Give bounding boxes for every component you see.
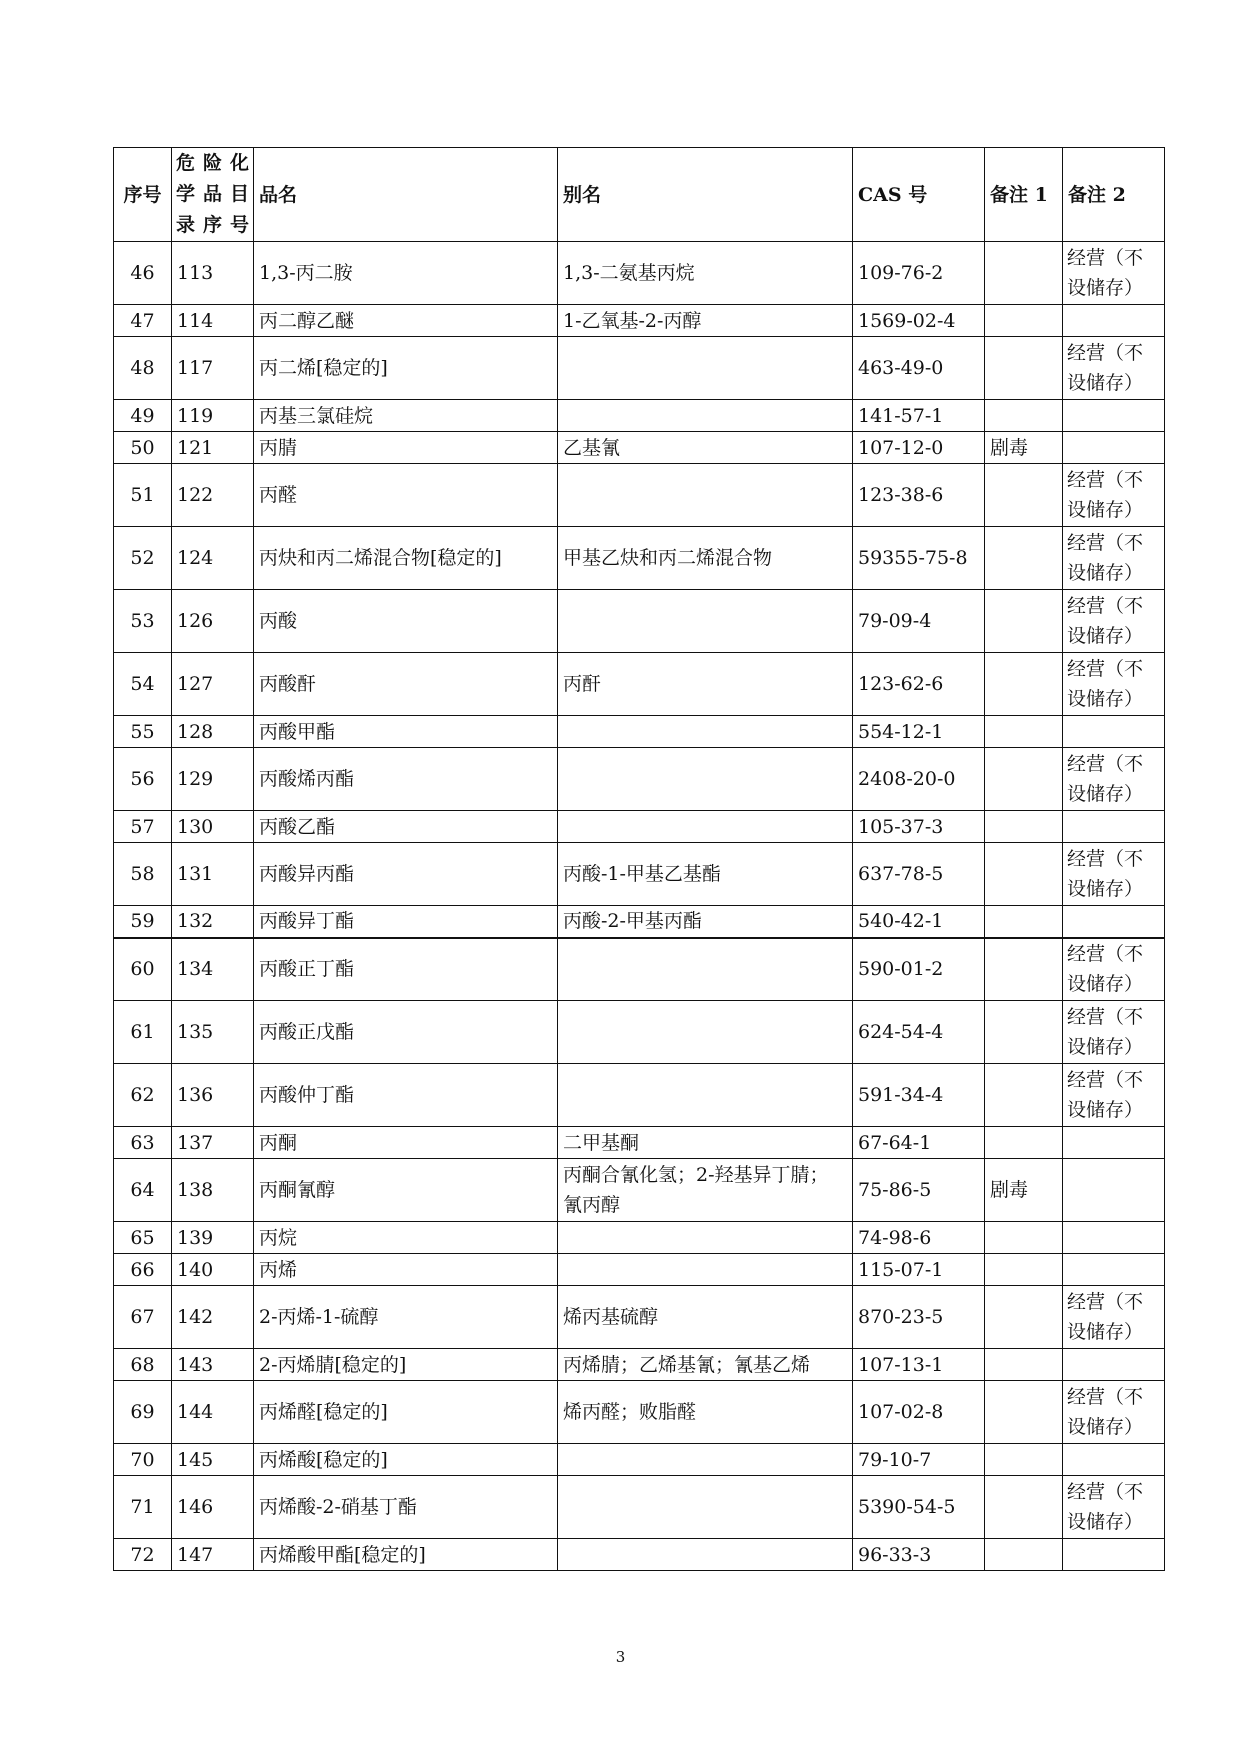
cell-remark-1 xyxy=(985,1127,1063,1159)
cell-remark-2: 经营（不设储存） xyxy=(1063,590,1165,653)
cell-cas-no: 75-86-5 xyxy=(853,1159,985,1222)
cell-remark-2 xyxy=(1063,1159,1165,1222)
cell-remark-1 xyxy=(985,464,1063,527)
cell-catalog-no: 135 xyxy=(172,1001,254,1064)
cell-seq-no: 56 xyxy=(114,748,172,811)
cell-remark-2 xyxy=(1063,1254,1165,1286)
cell-alias: 烯丙基硫醇 xyxy=(558,1286,853,1349)
table-row xyxy=(114,716,1165,748)
cell-remark-2 xyxy=(1063,1444,1165,1476)
cell-remark-1 xyxy=(985,843,1063,906)
cell-product-name: 丙烯酸甲酯[稳定的] xyxy=(254,1539,558,1571)
table-row xyxy=(114,1476,1165,1539)
cell-remark-2 xyxy=(1063,400,1165,432)
cell-cas-no: 59355-75-8 xyxy=(853,527,985,590)
cell-catalog-no: 121 xyxy=(172,432,254,464)
table-row xyxy=(114,1064,1165,1127)
cell-product-name: 丙酸正戊酯 xyxy=(254,1001,558,1064)
cell-remark-2 xyxy=(1063,906,1165,938)
cell-product-name: 丙二烯[稳定的] xyxy=(254,337,558,400)
cell-cas-no: 96-33-3 xyxy=(853,1539,985,1571)
cell-seq-no: 57 xyxy=(114,811,172,843)
cell-seq-no: 70 xyxy=(114,1444,172,1476)
cell-alias: 丙烯腈；乙烯基氰；氰基乙烯 xyxy=(558,1349,853,1381)
cell-product-name: 丙酸正丁酯 xyxy=(254,938,558,1001)
header-row xyxy=(114,148,1165,242)
header-remark-1: 备注 1 xyxy=(985,148,1063,242)
cell-seq-no: 54 xyxy=(114,653,172,716)
cell-seq-no: 61 xyxy=(114,1001,172,1064)
table-row xyxy=(114,906,1165,938)
cell-product-name: 丙酸 xyxy=(254,590,558,653)
table-row xyxy=(114,1539,1165,1571)
cell-seq-no: 55 xyxy=(114,716,172,748)
cell-remark-2: 经营（不设储存） xyxy=(1063,242,1165,305)
hazardous-chemicals-table xyxy=(113,147,1165,1571)
cell-remark-1 xyxy=(985,653,1063,716)
cell-catalog-no: 130 xyxy=(172,811,254,843)
cell-remark-2 xyxy=(1063,432,1165,464)
cell-remark-1 xyxy=(985,1381,1063,1444)
cell-cas-no: 624-54-4 xyxy=(853,1001,985,1064)
cell-cas-no: 870-23-5 xyxy=(853,1286,985,1349)
cell-remark-1 xyxy=(985,716,1063,748)
cell-alias xyxy=(558,938,853,1001)
table-row xyxy=(114,1001,1165,1064)
table-row xyxy=(114,590,1165,653)
cell-catalog-no: 142 xyxy=(172,1286,254,1349)
table-row xyxy=(114,1254,1165,1286)
cell-seq-no: 59 xyxy=(114,906,172,938)
cell-alias xyxy=(558,590,853,653)
cell-catalog-no: 132 xyxy=(172,906,254,938)
cell-catalog-no: 128 xyxy=(172,716,254,748)
cell-product-name: 1,3-丙二胺 xyxy=(254,242,558,305)
cell-cas-no: 109-76-2 xyxy=(853,242,985,305)
cell-remark-1: 剧毒 xyxy=(985,1159,1063,1222)
cell-product-name: 丙烯 xyxy=(254,1254,558,1286)
cell-remark-1 xyxy=(985,906,1063,938)
cell-cas-no: 115-07-1 xyxy=(853,1254,985,1286)
cell-remark-2: 经营（不设储存） xyxy=(1063,748,1165,811)
cell-seq-no: 72 xyxy=(114,1539,172,1571)
cell-catalog-no: 136 xyxy=(172,1064,254,1127)
cell-remark-2: 经营（不设储存） xyxy=(1063,938,1165,1001)
page-number: 3 xyxy=(615,1648,626,1666)
cell-alias xyxy=(558,1476,853,1539)
cell-catalog-no: 113 xyxy=(172,242,254,305)
cell-catalog-no: 143 xyxy=(172,1349,254,1381)
cell-remark-2: 经营（不设储存） xyxy=(1063,1286,1165,1349)
cell-product-name: 丙腈 xyxy=(254,432,558,464)
table-row xyxy=(114,1159,1165,1222)
cell-alias xyxy=(558,1539,853,1571)
cell-alias xyxy=(558,400,853,432)
header-remark-2: 备注 2 xyxy=(1063,148,1165,242)
table-row xyxy=(114,305,1165,337)
cell-catalog-no: 119 xyxy=(172,400,254,432)
table-row xyxy=(114,748,1165,811)
table-row xyxy=(114,1381,1165,1444)
cell-remark-1 xyxy=(985,527,1063,590)
cell-cas-no: 5390-54-5 xyxy=(853,1476,985,1539)
cell-product-name: 丙烯酸-2-硝基丁酯 xyxy=(254,1476,558,1539)
cell-catalog-no: 129 xyxy=(172,748,254,811)
cell-seq-no: 49 xyxy=(114,400,172,432)
cell-cas-no: 79-10-7 xyxy=(853,1444,985,1476)
table-row xyxy=(114,811,1165,843)
hazardous-chemicals-table-container xyxy=(113,147,1164,1571)
cell-cas-no: 107-13-1 xyxy=(853,1349,985,1381)
cell-remark-2: 经营（不设储存） xyxy=(1063,1001,1165,1064)
cell-catalog-no: 138 xyxy=(172,1159,254,1222)
cell-seq-no: 50 xyxy=(114,432,172,464)
cell-seq-no: 47 xyxy=(114,305,172,337)
cell-cas-no: 123-62-6 xyxy=(853,653,985,716)
cell-remark-2: 经营（不设储存） xyxy=(1063,527,1165,590)
cell-product-name: 丙基三氯硅烷 xyxy=(254,400,558,432)
cell-product-name: 丙酸酐 xyxy=(254,653,558,716)
cell-remark-2: 经营（不设储存） xyxy=(1063,464,1165,527)
cell-seq-no: 64 xyxy=(114,1159,172,1222)
cell-catalog-no: 137 xyxy=(172,1127,254,1159)
cell-seq-no: 60 xyxy=(114,938,172,1001)
cell-alias xyxy=(558,748,853,811)
cell-remark-1 xyxy=(985,1444,1063,1476)
header-catalog-no: 危险化学品目录序号 xyxy=(172,148,254,242)
cell-product-name: 丙酸烯丙酯 xyxy=(254,748,558,811)
cell-product-name: 丙酮 xyxy=(254,1127,558,1159)
cell-catalog-no: 127 xyxy=(172,653,254,716)
cell-product-name: 丙酸乙酯 xyxy=(254,811,558,843)
cell-seq-no: 67 xyxy=(114,1286,172,1349)
cell-alias: 甲基乙炔和丙二烯混合物 xyxy=(558,527,853,590)
cell-remark-2: 经营（不设储存） xyxy=(1063,1381,1165,1444)
cell-product-name: 丙酸甲酯 xyxy=(254,716,558,748)
cell-remark-2: 经营（不设储存） xyxy=(1063,1064,1165,1127)
header-cas-no: CAS 号 xyxy=(853,148,985,242)
cell-remark-2 xyxy=(1063,305,1165,337)
cell-cas-no: 105-37-3 xyxy=(853,811,985,843)
cell-seq-no: 51 xyxy=(114,464,172,527)
cell-remark-1 xyxy=(985,938,1063,1001)
cell-remark-2: 经营（不设储存） xyxy=(1063,843,1165,906)
cell-remark-2: 经营（不设储存） xyxy=(1063,337,1165,400)
cell-remark-2 xyxy=(1063,1539,1165,1571)
cell-seq-no: 63 xyxy=(114,1127,172,1159)
cell-remark-2 xyxy=(1063,1222,1165,1254)
cell-alias: 1-乙氧基-2-丙醇 xyxy=(558,305,853,337)
table-row xyxy=(114,242,1165,305)
cell-product-name: 丙烷 xyxy=(254,1222,558,1254)
cell-cas-no: 67-64-1 xyxy=(853,1127,985,1159)
cell-catalog-no: 146 xyxy=(172,1476,254,1539)
table-row xyxy=(114,400,1165,432)
cell-catalog-no: 147 xyxy=(172,1539,254,1571)
table-row xyxy=(114,337,1165,400)
cell-remark-1 xyxy=(985,748,1063,811)
cell-alias: 乙基氰 xyxy=(558,432,853,464)
cell-seq-no: 65 xyxy=(114,1222,172,1254)
cell-product-name: 丙炔和丙二烯混合物[稳定的] xyxy=(254,527,558,590)
cell-seq-no: 71 xyxy=(114,1476,172,1539)
cell-product-name: 丙二醇乙醚 xyxy=(254,305,558,337)
table-row xyxy=(114,527,1165,590)
cell-alias xyxy=(558,811,853,843)
cell-remark-2 xyxy=(1063,716,1165,748)
cell-seq-no: 53 xyxy=(114,590,172,653)
cell-alias: 丙酐 xyxy=(558,653,853,716)
cell-remark-1: 剧毒 xyxy=(985,432,1063,464)
cell-alias xyxy=(558,337,853,400)
cell-remark-1 xyxy=(985,400,1063,432)
cell-alias: 1,3-二氨基丙烷 xyxy=(558,242,853,305)
cell-remark-1 xyxy=(985,1539,1063,1571)
table-row xyxy=(114,1444,1165,1476)
cell-alias xyxy=(558,464,853,527)
cell-alias xyxy=(558,716,853,748)
cell-catalog-no: 134 xyxy=(172,938,254,1001)
cell-product-name: 丙酸异丙酯 xyxy=(254,843,558,906)
cell-alias: 丙酸-2-甲基丙酯 xyxy=(558,906,853,938)
header-seq-no: 序号 xyxy=(114,148,172,242)
cell-product-name: 2-丙烯腈[稳定的] xyxy=(254,1349,558,1381)
cell-remark-2: 经营（不设储存） xyxy=(1063,1476,1165,1539)
cell-cas-no: 79-09-4 xyxy=(853,590,985,653)
cell-cas-no: 107-12-0 xyxy=(853,432,985,464)
cell-catalog-no: 114 xyxy=(172,305,254,337)
cell-remark-1 xyxy=(985,811,1063,843)
cell-alias xyxy=(558,1064,853,1127)
cell-catalog-no: 131 xyxy=(172,843,254,906)
cell-seq-no: 69 xyxy=(114,1381,172,1444)
table-row xyxy=(114,653,1165,716)
cell-cas-no: 2408-20-0 xyxy=(853,748,985,811)
cell-remark-1 xyxy=(985,337,1063,400)
table-row xyxy=(114,464,1165,527)
cell-alias xyxy=(558,1254,853,1286)
table-row xyxy=(114,1127,1165,1159)
cell-remark-1 xyxy=(985,1476,1063,1539)
header-alias: 别名 xyxy=(558,148,853,242)
cell-seq-no: 68 xyxy=(114,1349,172,1381)
cell-alias: 二甲基酮 xyxy=(558,1127,853,1159)
cell-remark-2: 经营（不设储存） xyxy=(1063,653,1165,716)
cell-alias: 丙酮合氰化氢；2-羟基异丁腈；氰丙醇 xyxy=(558,1159,853,1222)
cell-remark-1 xyxy=(985,1349,1063,1381)
cell-seq-no: 58 xyxy=(114,843,172,906)
cell-product-name: 丙酸异丁酯 xyxy=(254,906,558,938)
table-row xyxy=(114,843,1165,906)
cell-product-name: 丙酮氰醇 xyxy=(254,1159,558,1222)
cell-alias xyxy=(558,1444,853,1476)
cell-cas-no: 463-49-0 xyxy=(853,337,985,400)
cell-catalog-no: 145 xyxy=(172,1444,254,1476)
table-row xyxy=(114,432,1165,464)
cell-catalog-no: 140 xyxy=(172,1254,254,1286)
cell-seq-no: 48 xyxy=(114,337,172,400)
cell-cas-no: 123-38-6 xyxy=(853,464,985,527)
cell-seq-no: 62 xyxy=(114,1064,172,1127)
cell-catalog-no: 124 xyxy=(172,527,254,590)
cell-cas-no: 554-12-1 xyxy=(853,716,985,748)
cell-seq-no: 66 xyxy=(114,1254,172,1286)
cell-product-name: 丙烯醛[稳定的] xyxy=(254,1381,558,1444)
cell-remark-1 xyxy=(985,1286,1063,1349)
table-row xyxy=(114,1222,1165,1254)
cell-remark-2 xyxy=(1063,811,1165,843)
cell-remark-2 xyxy=(1063,1127,1165,1159)
cell-remark-1 xyxy=(985,242,1063,305)
cell-cas-no: 74-98-6 xyxy=(853,1222,985,1254)
cell-product-name: 丙醛 xyxy=(254,464,558,527)
cell-cas-no: 107-02-8 xyxy=(853,1381,985,1444)
cell-alias: 丙酸-1-甲基乙基酯 xyxy=(558,843,853,906)
cell-catalog-no: 139 xyxy=(172,1222,254,1254)
cell-alias: 烯丙醛；败脂醛 xyxy=(558,1381,853,1444)
cell-catalog-no: 144 xyxy=(172,1381,254,1444)
table-row xyxy=(114,1349,1165,1381)
cell-alias xyxy=(558,1001,853,1064)
cell-seq-no: 46 xyxy=(114,242,172,305)
cell-product-name: 丙酸仲丁酯 xyxy=(254,1064,558,1127)
cell-catalog-no: 122 xyxy=(172,464,254,527)
header-product-name: 品名 xyxy=(254,148,558,242)
cell-remark-1 xyxy=(985,1001,1063,1064)
cell-product-name: 丙烯酸[稳定的] xyxy=(254,1444,558,1476)
cell-alias xyxy=(558,1222,853,1254)
cell-cas-no: 1569-02-4 xyxy=(853,305,985,337)
table-row xyxy=(114,1286,1165,1349)
cell-remark-1 xyxy=(985,1222,1063,1254)
cell-remark-1 xyxy=(985,305,1063,337)
cell-seq-no: 52 xyxy=(114,527,172,590)
cell-cas-no: 590-01-2 xyxy=(853,938,985,1001)
cell-remark-1 xyxy=(985,1064,1063,1127)
cell-cas-no: 141-57-1 xyxy=(853,400,985,432)
cell-catalog-no: 117 xyxy=(172,337,254,400)
cell-remark-1 xyxy=(985,1254,1063,1286)
cell-cas-no: 540-42-1 xyxy=(853,906,985,938)
cell-remark-2 xyxy=(1063,1349,1165,1381)
table-body xyxy=(114,242,1165,1571)
cell-catalog-no: 126 xyxy=(172,590,254,653)
cell-cas-no: 637-78-5 xyxy=(853,843,985,906)
cell-cas-no: 591-34-4 xyxy=(853,1064,985,1127)
cell-remark-1 xyxy=(985,590,1063,653)
cell-product-name: 2-丙烯-1-硫醇 xyxy=(254,1286,558,1349)
table-row xyxy=(114,938,1165,1001)
